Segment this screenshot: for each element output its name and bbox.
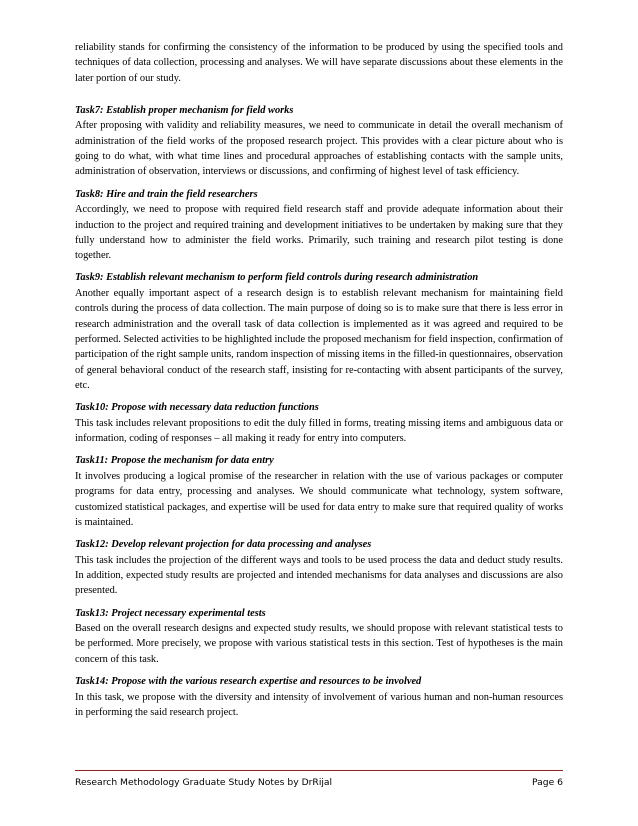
task11-section [75, 454, 563, 530]
task12-body: This task includes the projection of the different ways and tools to be used process the data and deduct study results. In addition, expected study results are projected and intended mechanisms for data analyses and discussions are also presented. [75, 554, 563, 597]
page-number: Page 6 [531, 777, 563, 788]
task7-body: After proposing with validity and reliability measures, we need to communicate in detail the overall mechanism of administration of the field works of the proposed research project. This provides with a clear picture about who is going to do what, with what time lines and procedural approaches of establishing contacts with the sample units, administration of observation, interviews or discussions, and confirming of highest level of task efficiency. [75, 120, 563, 178]
task13-heading: Task13: Project necessary experimental tests [75, 607, 266, 619]
task10-section [75, 401, 563, 446]
task9-heading: Task9: Establish relevant mechanism to perform field controls during research administration [75, 272, 479, 284]
task8-section [75, 188, 563, 264]
task7-section [75, 104, 563, 180]
task11-body: It involves producing a logical promise of the researcher in relation with the use of various packages or computer programs for data entry, processing and analyses. We should communicate what technology, system software, customized statistical packages, and expertise will be used for data entry to make sure that required quality of works is maintained. [75, 470, 563, 528]
task7-heading: Task7: Establish proper mechanism for field works [75, 104, 294, 116]
intro-paragraph: reliability stands for confirming the consistency of the information to be produced by using the specified tools and techniques of data collection, processing and analyses. We will have separate discussions about these elements in the later portion of our study. [75, 42, 563, 84]
task10-body: This task includes relevant propositions to edit the duly filled in forms, treating missing items and ambiguous data or information, coding of responses – all making it ready for entry into computers. [75, 417, 563, 445]
task14-section [75, 675, 563, 720]
footer-title: Research Methodology Graduate Study Notes by DrRijal [75, 777, 333, 788]
task8-heading: Task8: Hire and train the field researchers [75, 188, 258, 200]
task14-heading: Task14: Propose with the various research expertise and resources to be involved [75, 676, 422, 688]
task11-heading: Task11: Propose the mechanism for data entry [75, 455, 274, 467]
task9-section [75, 271, 563, 393]
task14-body: In this task, we propose with the diversity and intensity of involvement of various human and non-human resources in performing the said research project. [75, 691, 563, 718]
task9-body: Another equally important aspect of a research design is to establish relevant mechanism for maintaining field controls during the process of data collection. The main purpose of doing so is to make sure that there is less error in research administration and the overall task of data collection is implemented as it was agreed and required to be performed. Selected activities to be highlighted include the proposed mechanism for field inspection, confirmation of participation of the right sample units, random inspection of missing items in the filled-in questionnaires, observation of general behavioral conduct of the research staff, insisting for re-contacting with absent participants of the survey, etc. [75, 288, 563, 391]
task12-heading: Task12: Develop relevant projection for data processing and analyses [75, 539, 372, 551]
task12-section [75, 538, 563, 598]
page-footer [75, 770, 563, 788]
task8-body: Accordingly, we need to propose with required field research staff and provide adequate information about their induction to the project and required training and development initiatives to be undertaken by making sure that they fully understand how to administer the field works. Primarily, such training and research pilot testing is done together. [75, 204, 563, 262]
task13-body: Based on the overall research designs and expected study results, we should propose with relevant statistical tests to be performed. More precisely, we propose with various statistical tests in this section. Test of hypotheses is the main concern of this task. [75, 623, 563, 665]
task13-section [75, 607, 563, 667]
task10-heading: Task10: Propose with necessary data reduction functions [75, 402, 319, 414]
page-content [75, 40, 563, 728]
